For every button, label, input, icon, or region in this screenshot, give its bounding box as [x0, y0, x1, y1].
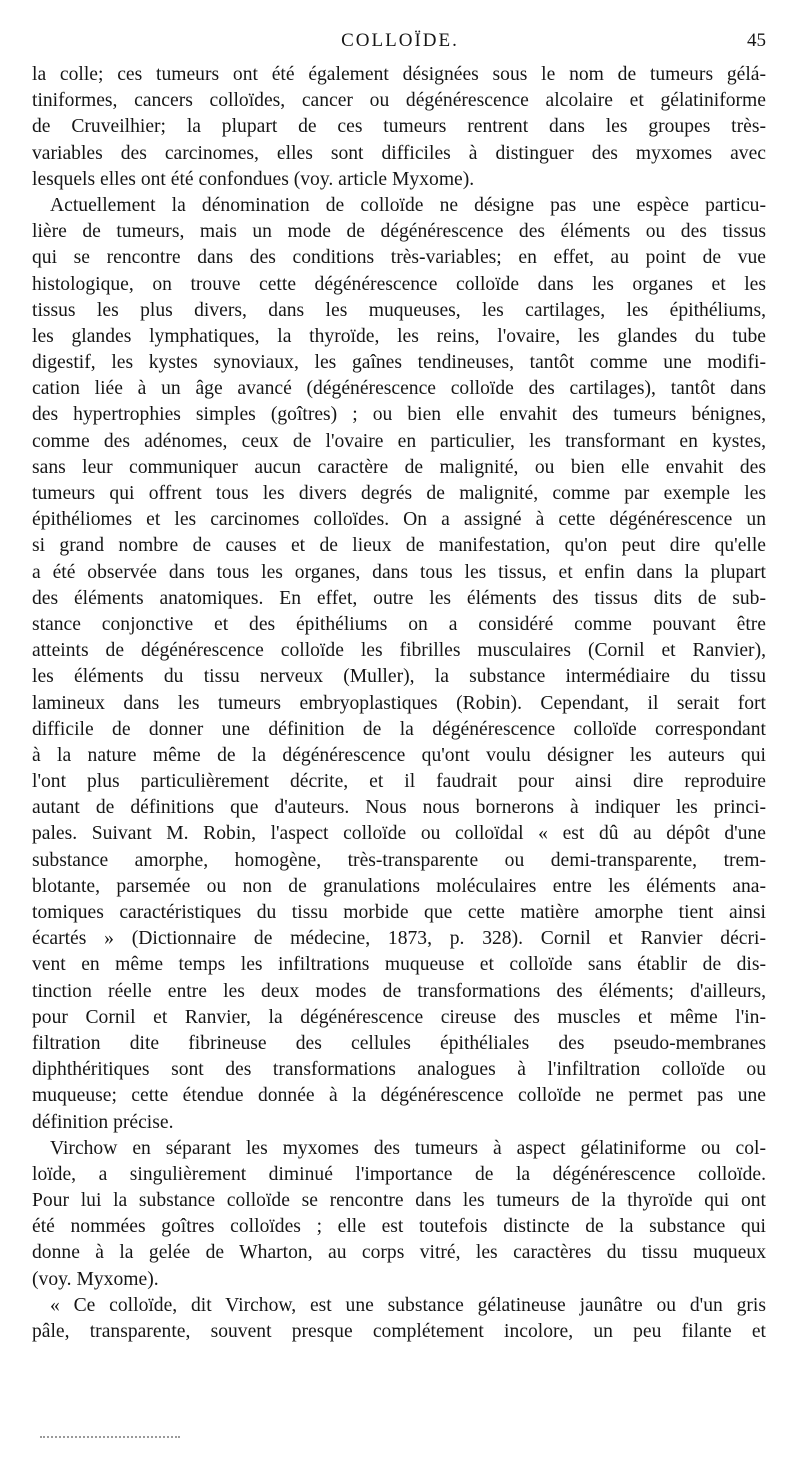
text-line: qui se rencontre dans des conditions très-variables; en effet, au point de vue — [32, 247, 766, 269]
footer-divider — [40, 1436, 180, 1438]
text-line: lamineux dans les tumeurs embryoplastiques (Robin). Cependant, il serait fort — [32, 692, 766, 714]
text-line: histologique, on trouve cette dégénérescence colloïde dans les organes et les — [32, 273, 766, 295]
text-line: si grand nombre de causes et de lieux de manifestation, qu'on peut dire qu'elle — [32, 535, 766, 557]
text-line: tissus les plus divers, dans les muqueuses, les cartilages, les épithéliums, — [32, 299, 766, 321]
text-line: substance amorphe, homogène, très-transparente ou demi-transparente, trem- — [32, 849, 766, 871]
text-line: les glandes lymphatiques, la thyroïde, les reins, l'ovaire, les glandes du tube — [32, 325, 766, 347]
text-line: tiniformes, cancers colloïdes, cancer ou dégénérescence alcolaire et gélatiniforme — [32, 90, 766, 112]
page-header — [32, 30, 768, 58]
running-title: COLLOÏDE. — [341, 30, 459, 51]
text-line: l'ont plus particulièrement décrite, et il faudrait pour ainsi dire reproduire — [32, 771, 766, 793]
text-line: « Ce colloïde, dit Virchow, est une substance gélatineuse jaunâtre ou d'un gris — [50, 1294, 766, 1316]
text-line: les éléments du tissu nerveux (Muller), la substance intermédiaire du tissu — [32, 666, 766, 688]
text-line: des hypertrophies simples (goîtres) ; ou bien elle envahit des tumeurs bénignes, — [32, 404, 766, 426]
text-line: donne à la gelée de Wharton, au corps vitré, les caractères du tissu muqueux — [32, 1242, 766, 1264]
body-text — [32, 62, 766, 1345]
text-line: la colle; ces tumeurs ont été également désignées sous le nom de tumeurs gélá- — [32, 64, 766, 85]
text-line: a été observée dans tous les organes, dans tous les tissus, et enfin dans la plupart — [32, 561, 766, 583]
text-line: de Cruveilhier; la plupart de ces tumeurs rentrent dans les groupes très- — [32, 116, 766, 138]
text-line: difficile de donner une définition de la dégénérescence colloïde correspondant — [32, 718, 766, 740]
text-line: digestif, les kystes synoviaux, les gaînes tendineuses, tantôt comme une modifi- — [32, 352, 766, 374]
text-line: blotante, parsemée ou non de granulations moléculaires entre les éléments ana- — [32, 875, 766, 897]
text-line: définition précise. — [32, 1111, 174, 1133]
text-line: lesquels elles ont été confondues (voy. article Myxome). — [32, 168, 475, 190]
text-line: tomiques caractéristiques du tissu morbide que cette matière amorphe tient ainsi — [32, 902, 766, 923]
text-line: été nommées goîtres colloïdes ; elle est toutefois distincte de la substance qui — [32, 1216, 766, 1238]
text-line: pales. Suivant M. Robin, l'aspect colloïde ou colloïdal « est dû au dépôt d'une — [32, 823, 766, 845]
text-line: pâle, transparente, souvent presque complétement incolore, un peu filante et — [32, 1321, 766, 1342]
text-line: stance conjonctive et des épithéliums on a considéré comme pouvant être — [32, 613, 766, 635]
text-line: comme des adénomes, ceux de l'ovaire en particulier, les transformant en kystes, — [32, 430, 766, 452]
text-line: pour Cornil et Ranvier, la dégénérescence cireuse des muscles et même l'in- — [32, 1006, 766, 1028]
text-line: tinction réelle entre les deux modes de transformations des éléments; d'ailleurs, — [32, 980, 766, 1002]
text-line: tumeurs qui offrent tous les divers degrés de malignité, comme par exemple les — [32, 483, 766, 504]
text-line: Virchow en séparant les myxomes des tumeurs à aspect gélatiniforme ou col- — [50, 1137, 766, 1159]
text-line: cation liée à un âge avancé (dégénérescence colloïde des cartilages), tantôt dans — [32, 378, 766, 400]
page-number: 45 — [747, 30, 766, 51]
text-line: atteints de dégénérescence colloïde les fibrilles musculaires (Cornil et Ranvier), — [32, 640, 766, 662]
text-line: écartés » (Dictionnaire de médecine, 1873, p. 328). Cornil et Ranvier décri- — [32, 928, 766, 950]
text-line: loïde, a singulièrement diminué l'importance de la dégénérescence colloïde. — [32, 1163, 766, 1185]
text-line: filtration dite fibrineuse des cellules épithéliales des pseudo-membranes — [32, 1032, 766, 1054]
text-line: lière de tumeurs, mais un mode de dégénérescence des éléments ou des tissus — [32, 221, 766, 243]
text-line: sans leur communiquer aucun caractère de malignité, ou bien elle envahit des — [32, 456, 766, 478]
text-line: autant de définitions que d'auteurs. Nous nous bornerons à indiquer les princi- — [32, 797, 766, 819]
text-line: muqueuse; cette étendue donnée à la dégénérescence colloïde ne permet pas une — [32, 1085, 766, 1107]
text-line: des éléments anatomiques. En effet, outre les éléments des tissus dits de sub- — [32, 587, 766, 609]
text-line: vent en même temps les infiltrations muqueuse et colloïde sans établir de dis- — [32, 954, 766, 976]
text-line: Actuellement la dénomination de colloïde ne désigne pas une espèce particu- — [50, 194, 766, 216]
text-line: Pour lui la substance colloïde se rencontre dans les tumeurs de la thyroïde qui ont — [32, 1190, 766, 1212]
text-line: à la nature même de la dégénérescence qu'ont voulu désigner les auteurs qui — [32, 744, 766, 766]
text-line: diphthéritiques sont des transformations analogues à l'infiltration colloïde ou — [32, 1059, 766, 1081]
text-line: variables des carcinomes, elles sont difficiles à distinguer des myxomes avec — [32, 142, 766, 164]
text-line: (voy. Myxome). — [32, 1268, 159, 1290]
text-line: épithéliomes et les carcinomes colloïdes. On a assigné à cette dégénérescence un — [32, 509, 766, 531]
